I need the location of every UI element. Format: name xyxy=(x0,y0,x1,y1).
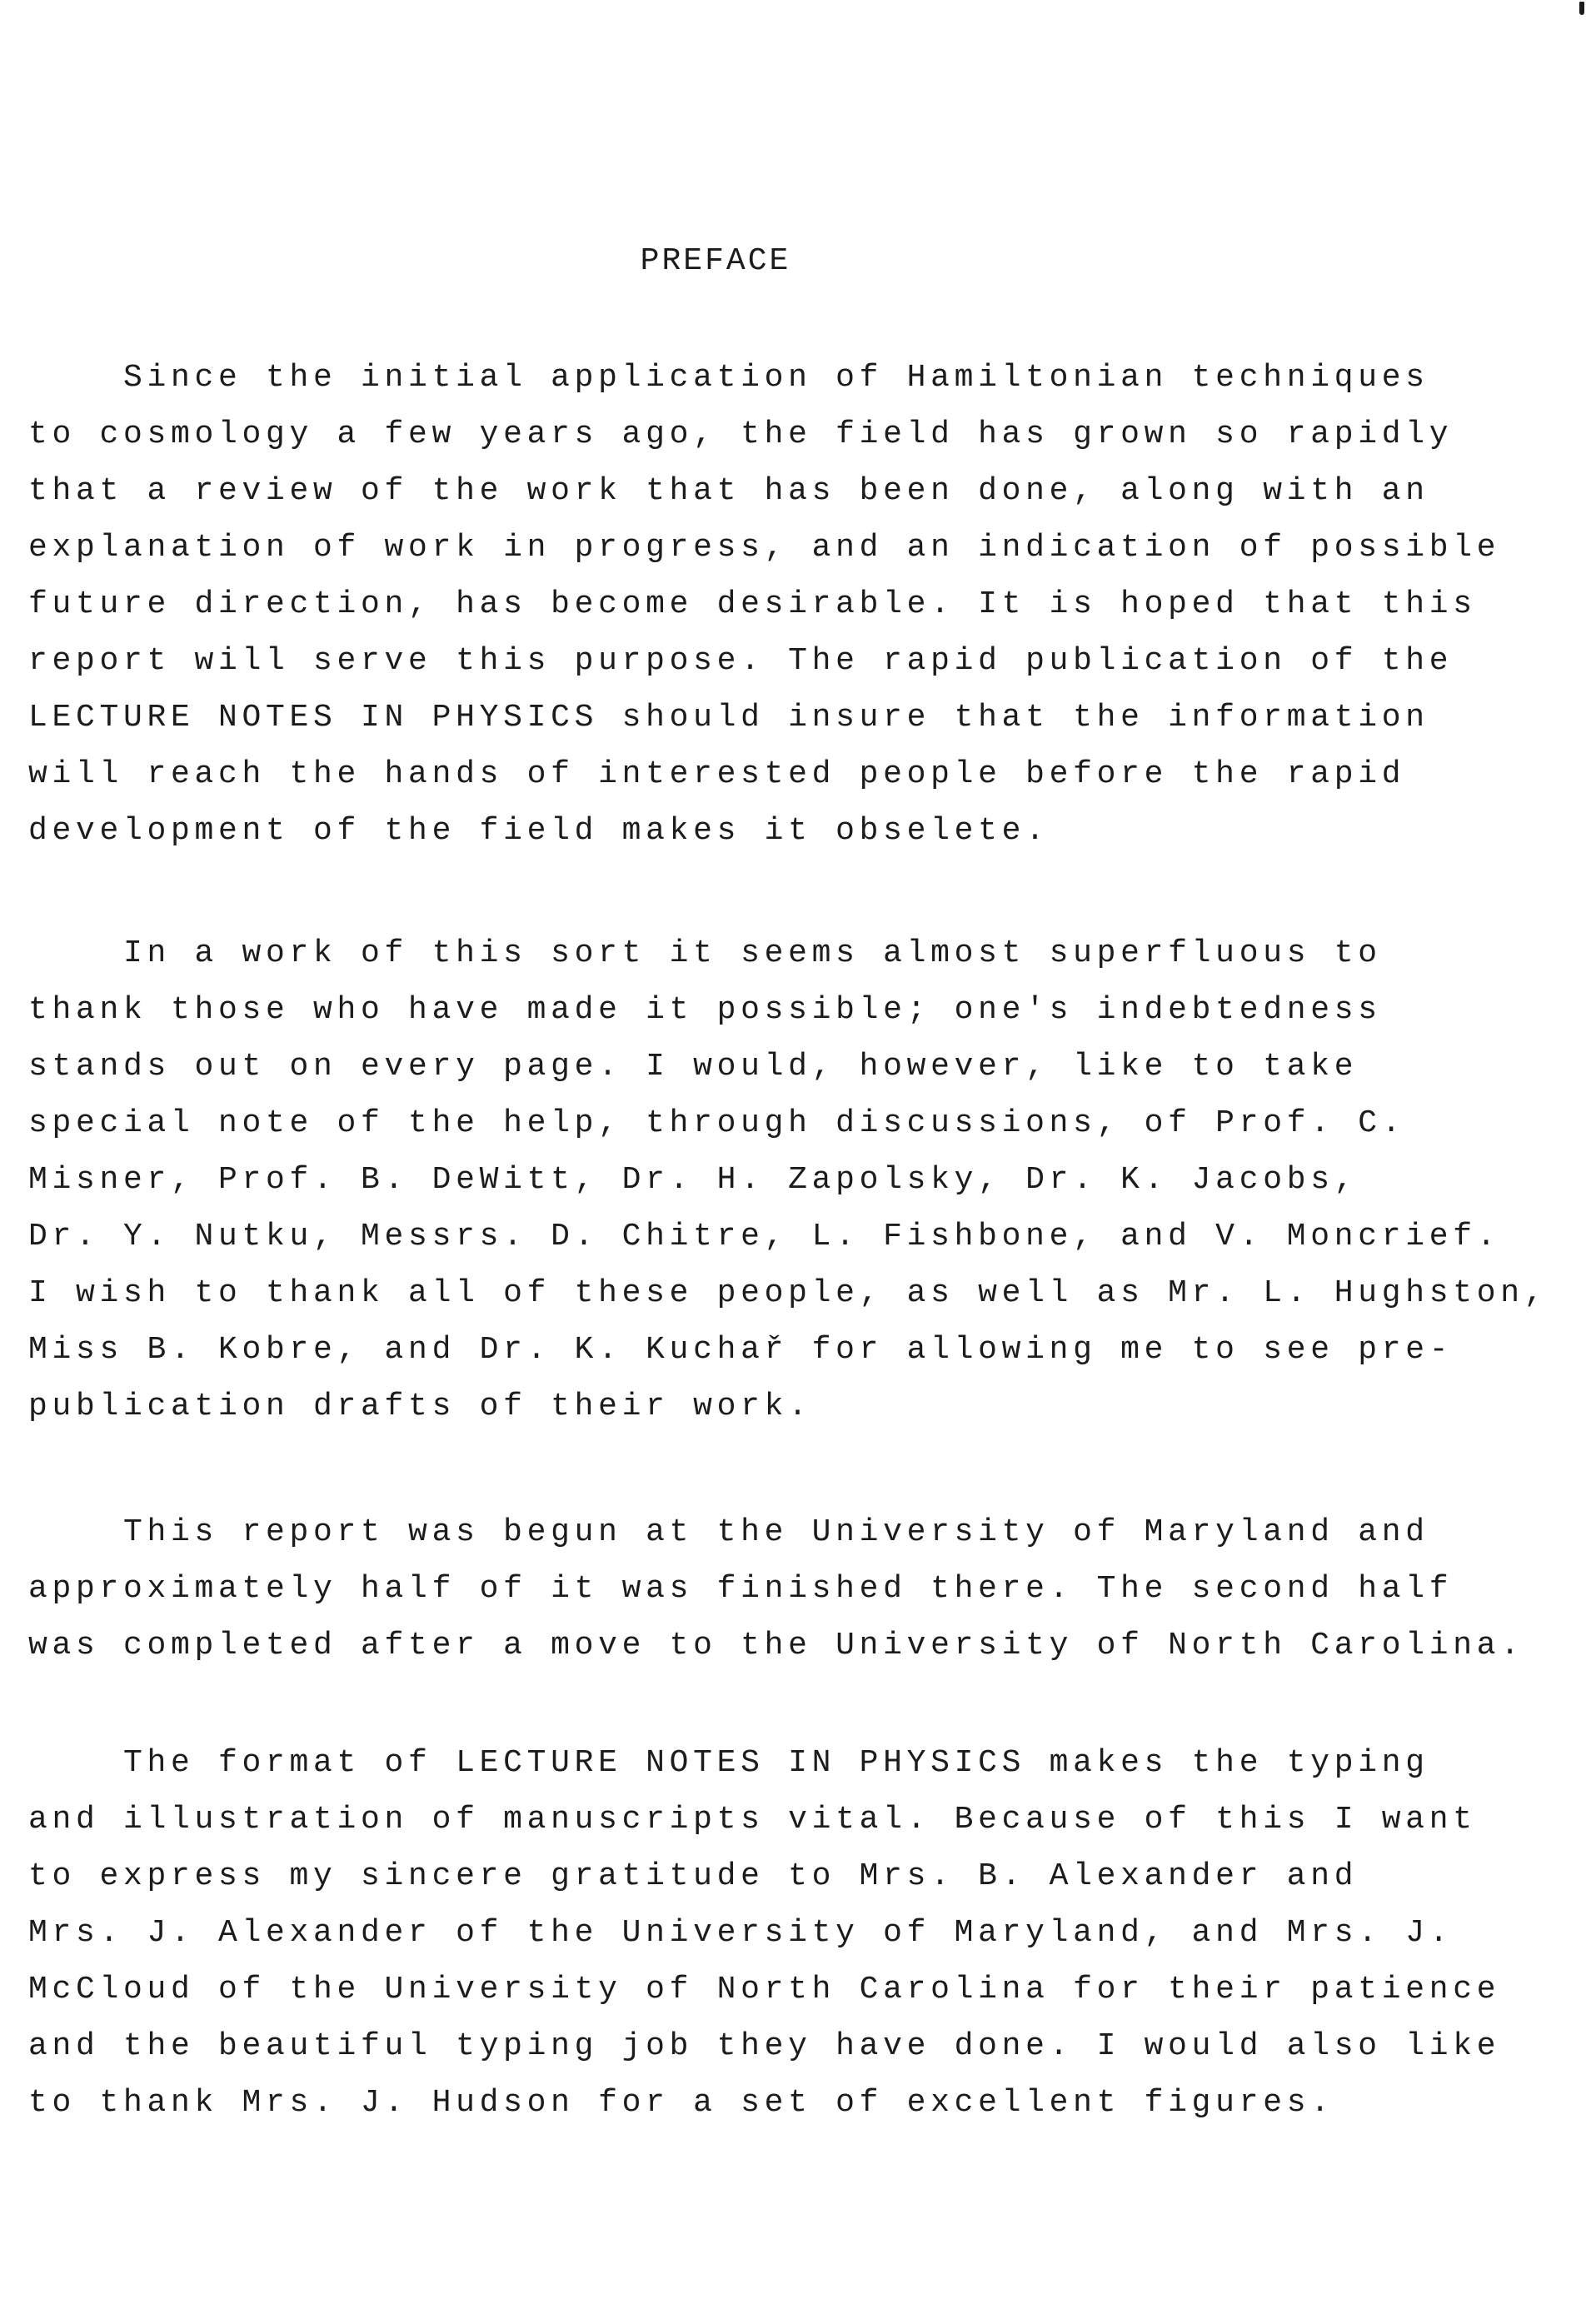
text-line: stands out on every page. I would, however, like to take xyxy=(28,1049,1359,1085)
text-line: I wish to thank all of these people, as well as Mr. L. Hughston, xyxy=(28,1275,1549,1311)
text-line: to thank Mrs. J. Hudson for a set of excellent figures. xyxy=(28,2085,1334,2121)
paragraph-institutions xyxy=(28,1504,1561,1674)
text-line: development of the field makes it obselete. xyxy=(28,813,1050,849)
text-line: to express my sincere gratitude to Mrs. B. Alexander and xyxy=(28,1858,1359,1894)
text-line: Misner, Prof. B. DeWitt, Dr. H. Zapolsky, Dr. K. Jacobs, xyxy=(28,1162,1359,1198)
text-line: McCloud of the University of North Carolina for their patience xyxy=(28,1972,1501,2007)
corner-ink-mark xyxy=(1579,2,1584,15)
text-line: The format of LECTURE NOTES IN PHYSICS makes the typing xyxy=(28,1745,1429,1781)
text-line: Mrs. J. Alexander of the University of Maryland, and Mrs. J. xyxy=(28,1915,1454,1951)
paragraph-acknowledgments xyxy=(28,925,1561,1435)
text-line: was completed after a move to the University of North Carolina. xyxy=(28,1628,1524,1663)
text-line: In a work of this sort it seems almost superfluous to xyxy=(28,935,1382,971)
text-line: to cosmology a few years ago, the field has grown so rapidly xyxy=(28,416,1454,452)
text-line: will reach the hands of interested people before the rapid xyxy=(28,756,1406,792)
paragraph-typing-thanks xyxy=(28,1735,1561,2132)
page-title: PREFACE xyxy=(640,243,791,279)
text-line: Dr. Y. Nutku, Messrs. D. Chitre, L. Fishbone, and V. Moncrief. xyxy=(28,1219,1501,1254)
text-line: LECTURE NOTES IN PHYSICS should insure that the information xyxy=(28,700,1429,736)
text-line: that a review of the work that has been done, along with an xyxy=(28,473,1429,509)
text-line: report will serve this purpose. The rapid publication of the xyxy=(28,643,1454,679)
text-line: publication drafts of their work. xyxy=(28,1389,812,1424)
text-line: and illustration of manuscripts vital. Because of this I want xyxy=(28,1802,1477,1838)
text-line: future direction, has become desirable. It is hoped that this xyxy=(28,586,1477,622)
text-line: and the beautiful typing job they have done. I would also like xyxy=(28,2028,1501,2064)
text-line: This report was begun at the University of Maryland and xyxy=(28,1514,1429,1550)
paragraph-introduction xyxy=(28,350,1561,860)
text-line: Miss B. Kobre, and Dr. K. Kuchař for allowing me to see pre- xyxy=(28,1332,1454,1368)
text-line: special note of the help, through discussions, of Prof. C. xyxy=(28,1105,1406,1141)
text-line: explanation of work in progress, and an indication of possible xyxy=(28,530,1501,566)
text-line: approximately half of it was finished there. The second half xyxy=(28,1571,1454,1607)
text-line: Since the initial application of Hamiltonian techniques xyxy=(28,360,1429,396)
text-line: thank those who have made it possible; one's indebtedness xyxy=(28,992,1382,1028)
